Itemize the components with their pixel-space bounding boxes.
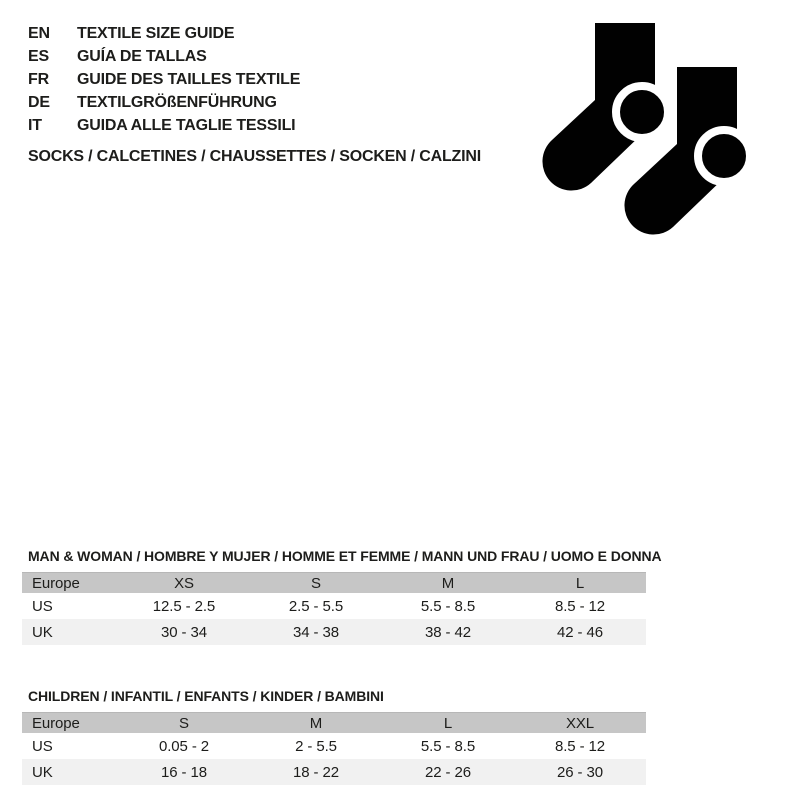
- size-cell: 12.5 - 2.5: [152, 597, 216, 615]
- size-cell: 0.05 - 2: [158, 737, 210, 755]
- language-code: IT: [28, 117, 42, 134]
- table-row-us: [22, 593, 646, 619]
- size-cell: 18 - 22: [293, 763, 339, 781]
- children-section: [22, 689, 646, 785]
- size-cell: 30 - 34: [161, 623, 207, 641]
- language-code: FR: [28, 71, 49, 88]
- column-header-size: L: [575, 574, 585, 592]
- language-row: [28, 91, 300, 114]
- table-row-us: [22, 733, 646, 759]
- size-cell: 16 - 18: [161, 763, 207, 781]
- size-cell: 8.5 - 12: [554, 737, 606, 755]
- size-cell: 22 - 26: [425, 763, 471, 781]
- language-row: [28, 68, 300, 91]
- language-row: [28, 22, 300, 45]
- category-title: SOCKS / CALCETINES / CHAUSSETTES / SOCKEN / CALZINI: [28, 148, 481, 165]
- language-title: TEXTILGRÖßENFÜHRUNG: [77, 94, 277, 111]
- table-title-children: CHILDREN / INFANTIL / ENFANTS / KINDER / BAMBINI: [28, 688, 384, 704]
- region-cell: US: [32, 737, 53, 755]
- socks-icon: [537, 13, 757, 241]
- language-row: [28, 114, 300, 137]
- column-header-size: M: [441, 574, 455, 592]
- language-code: ES: [28, 48, 49, 65]
- size-cell: 5.5 - 8.5: [420, 597, 476, 615]
- column-header-size: S: [311, 574, 321, 592]
- region-cell: US: [32, 597, 53, 615]
- size-cell: 2 - 5.5: [295, 737, 337, 755]
- table-header-row: [22, 572, 646, 593]
- size-table-man-woman: [22, 572, 646, 645]
- language-title: GUÍA DE TALLAS: [77, 48, 207, 65]
- column-header-size: L: [443, 714, 453, 732]
- man-woman-section: [22, 548, 662, 645]
- size-cell: 34 - 38: [293, 623, 339, 641]
- size-table-children: [22, 712, 646, 785]
- column-header-size: S: [179, 714, 189, 732]
- size-cell: 5.5 - 8.5: [420, 737, 476, 755]
- column-header-size: M: [309, 714, 323, 732]
- language-code: EN: [28, 25, 50, 42]
- table-row-uk: [22, 759, 646, 785]
- column-header-size: XS: [174, 574, 194, 592]
- region-cell: UK: [32, 763, 53, 781]
- column-header-region: Europe: [32, 574, 80, 592]
- language-code: DE: [28, 94, 50, 111]
- size-cell: 38 - 42: [425, 623, 471, 641]
- column-header-region: Europe: [32, 714, 80, 732]
- region-cell: UK: [32, 623, 53, 641]
- language-title-list: [28, 22, 300, 137]
- language-row: [28, 45, 300, 68]
- size-cell: 2.5 - 5.5: [288, 597, 344, 615]
- size-cell: 8.5 - 12: [554, 597, 606, 615]
- language-title: GUIDA ALLE TAGLIE TESSILI: [77, 117, 296, 134]
- language-title: GUIDE DES TAILLES TEXTILE: [77, 71, 301, 88]
- language-title: TEXTILE SIZE GUIDE: [77, 25, 235, 42]
- table-header-row: [22, 712, 646, 733]
- column-header-size: XXL: [565, 714, 595, 732]
- table-row-uk: [22, 619, 646, 645]
- size-cell: 26 - 30: [557, 763, 603, 781]
- table-title-man-woman: MAN & WOMAN / HOMBRE Y MUJER / HOMME ET FEMME / MANN UND FRAU / UOMO E DONNA: [28, 548, 662, 564]
- size-cell: 42 - 46: [557, 623, 603, 641]
